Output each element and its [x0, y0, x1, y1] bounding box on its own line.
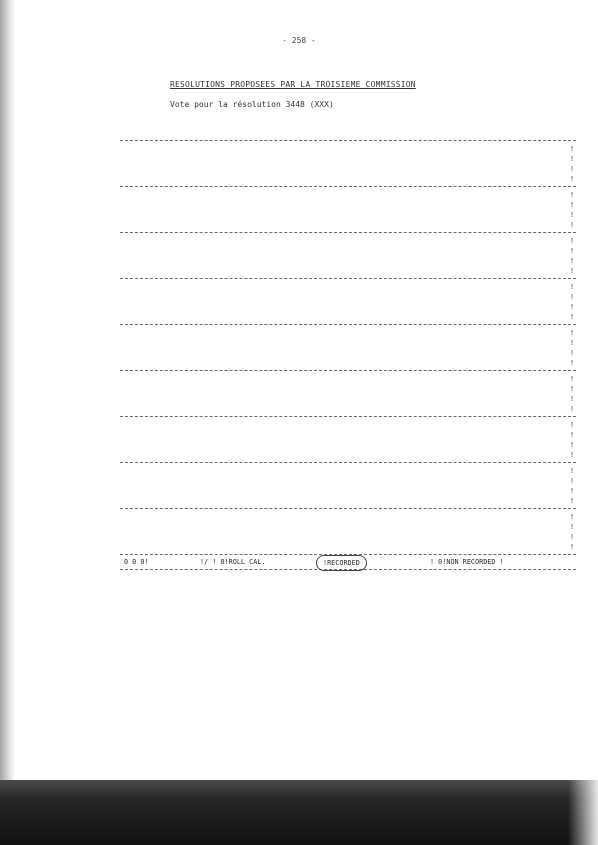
- table-row: [120, 542, 576, 552]
- row-end-separator: !: [570, 267, 574, 275]
- table-row: [120, 338, 576, 348]
- row-end-separator: !: [570, 329, 574, 337]
- table-row: [120, 236, 576, 246]
- table-row: [120, 440, 576, 450]
- vote-block: [120, 325, 576, 370]
- row-end-separator: !: [570, 257, 574, 265]
- table-row: [120, 292, 576, 302]
- table-row: [120, 466, 576, 476]
- document-heading: RESOLUTIONS PROPOSEES PAR LA TROISIEME COMMISSION: [170, 80, 416, 89]
- vote-block: [120, 417, 576, 462]
- table-row: [120, 256, 576, 266]
- row-end-separator: !: [570, 405, 574, 413]
- row-end-separator: !: [570, 221, 574, 229]
- summary-left-marker: 0 0 0!: [124, 558, 149, 566]
- table-row: [120, 348, 576, 358]
- row-end-separator: !: [570, 497, 574, 505]
- table-row: [120, 394, 576, 404]
- table-row: [120, 496, 576, 506]
- row-end-separator: !: [570, 349, 574, 357]
- row-end-separator: !: [570, 283, 574, 291]
- vote-block: [120, 279, 576, 324]
- table-row: [120, 358, 576, 368]
- scanner-shadow: [0, 780, 598, 845]
- roll-call-label: !/ ! 0!ROLL CAL.: [200, 558, 266, 566]
- row-end-separator: !: [570, 237, 574, 245]
- table-row: [120, 450, 576, 460]
- row-end-separator: !: [570, 247, 574, 255]
- row-end-separator: !: [570, 543, 574, 551]
- table-row: [120, 210, 576, 220]
- row-end-separator: !: [570, 303, 574, 311]
- row-end-separator: !: [570, 165, 574, 173]
- row-end-separator: !: [570, 467, 574, 475]
- table-row: [120, 190, 576, 200]
- row-end-separator: !: [570, 201, 574, 209]
- vote-block: [120, 233, 576, 278]
- vote-block: [120, 371, 576, 416]
- table-row: [120, 220, 576, 230]
- row-end-separator: !: [570, 477, 574, 485]
- recorded-label: !RECORDED: [316, 555, 367, 571]
- page-number: - 258 -: [282, 36, 316, 45]
- table-row: [120, 532, 576, 542]
- row-end-separator: !: [570, 293, 574, 301]
- row-end-separator: !: [570, 191, 574, 199]
- table-row: [120, 404, 576, 414]
- table-row: [120, 476, 576, 486]
- row-end-separator: !: [570, 523, 574, 531]
- table-row: [120, 174, 576, 184]
- table-row: [120, 144, 576, 154]
- row-end-separator: !: [570, 313, 574, 321]
- table-row: [120, 512, 576, 522]
- resolution-subheading: Vote pour la résolution 3448 (XXX): [170, 100, 334, 109]
- non-recorded-label: ! 0!NON RECORDED !: [430, 558, 504, 566]
- vote-block: [120, 187, 576, 232]
- table-row: [120, 486, 576, 496]
- table-row: [120, 420, 576, 430]
- table-row: [120, 164, 576, 174]
- table-row: [120, 328, 576, 338]
- row-end-separator: !: [570, 375, 574, 383]
- vote-block: [120, 463, 576, 508]
- table-row: [120, 154, 576, 164]
- row-end-separator: !: [570, 487, 574, 495]
- row-end-separator: !: [570, 513, 574, 521]
- table-row: [120, 522, 576, 532]
- row-end-separator: !: [570, 421, 574, 429]
- table-row: [120, 430, 576, 440]
- vote-block: [120, 141, 576, 186]
- vote-table: [120, 140, 576, 570]
- row-end-separator: !: [570, 359, 574, 367]
- row-end-separator: !: [570, 385, 574, 393]
- row-end-separator: !: [570, 175, 574, 183]
- table-row: [120, 246, 576, 256]
- row-end-separator: !: [570, 431, 574, 439]
- row-end-separator: !: [570, 395, 574, 403]
- table-row: [120, 302, 576, 312]
- row-end-separator: !: [570, 145, 574, 153]
- row-end-separator: !: [570, 451, 574, 459]
- table-row: [120, 282, 576, 292]
- row-end-separator: !: [570, 339, 574, 347]
- table-row: [120, 266, 576, 276]
- row-end-separator: !: [570, 441, 574, 449]
- row-end-separator: !: [570, 211, 574, 219]
- table-row: [120, 200, 576, 210]
- table-row: [120, 384, 576, 394]
- summary-row: [120, 555, 576, 569]
- row-end-separator: !: [570, 155, 574, 163]
- row-end-separator: !: [570, 533, 574, 541]
- table-row: [120, 374, 576, 384]
- vote-block: [120, 509, 576, 554]
- table-row: [120, 312, 576, 322]
